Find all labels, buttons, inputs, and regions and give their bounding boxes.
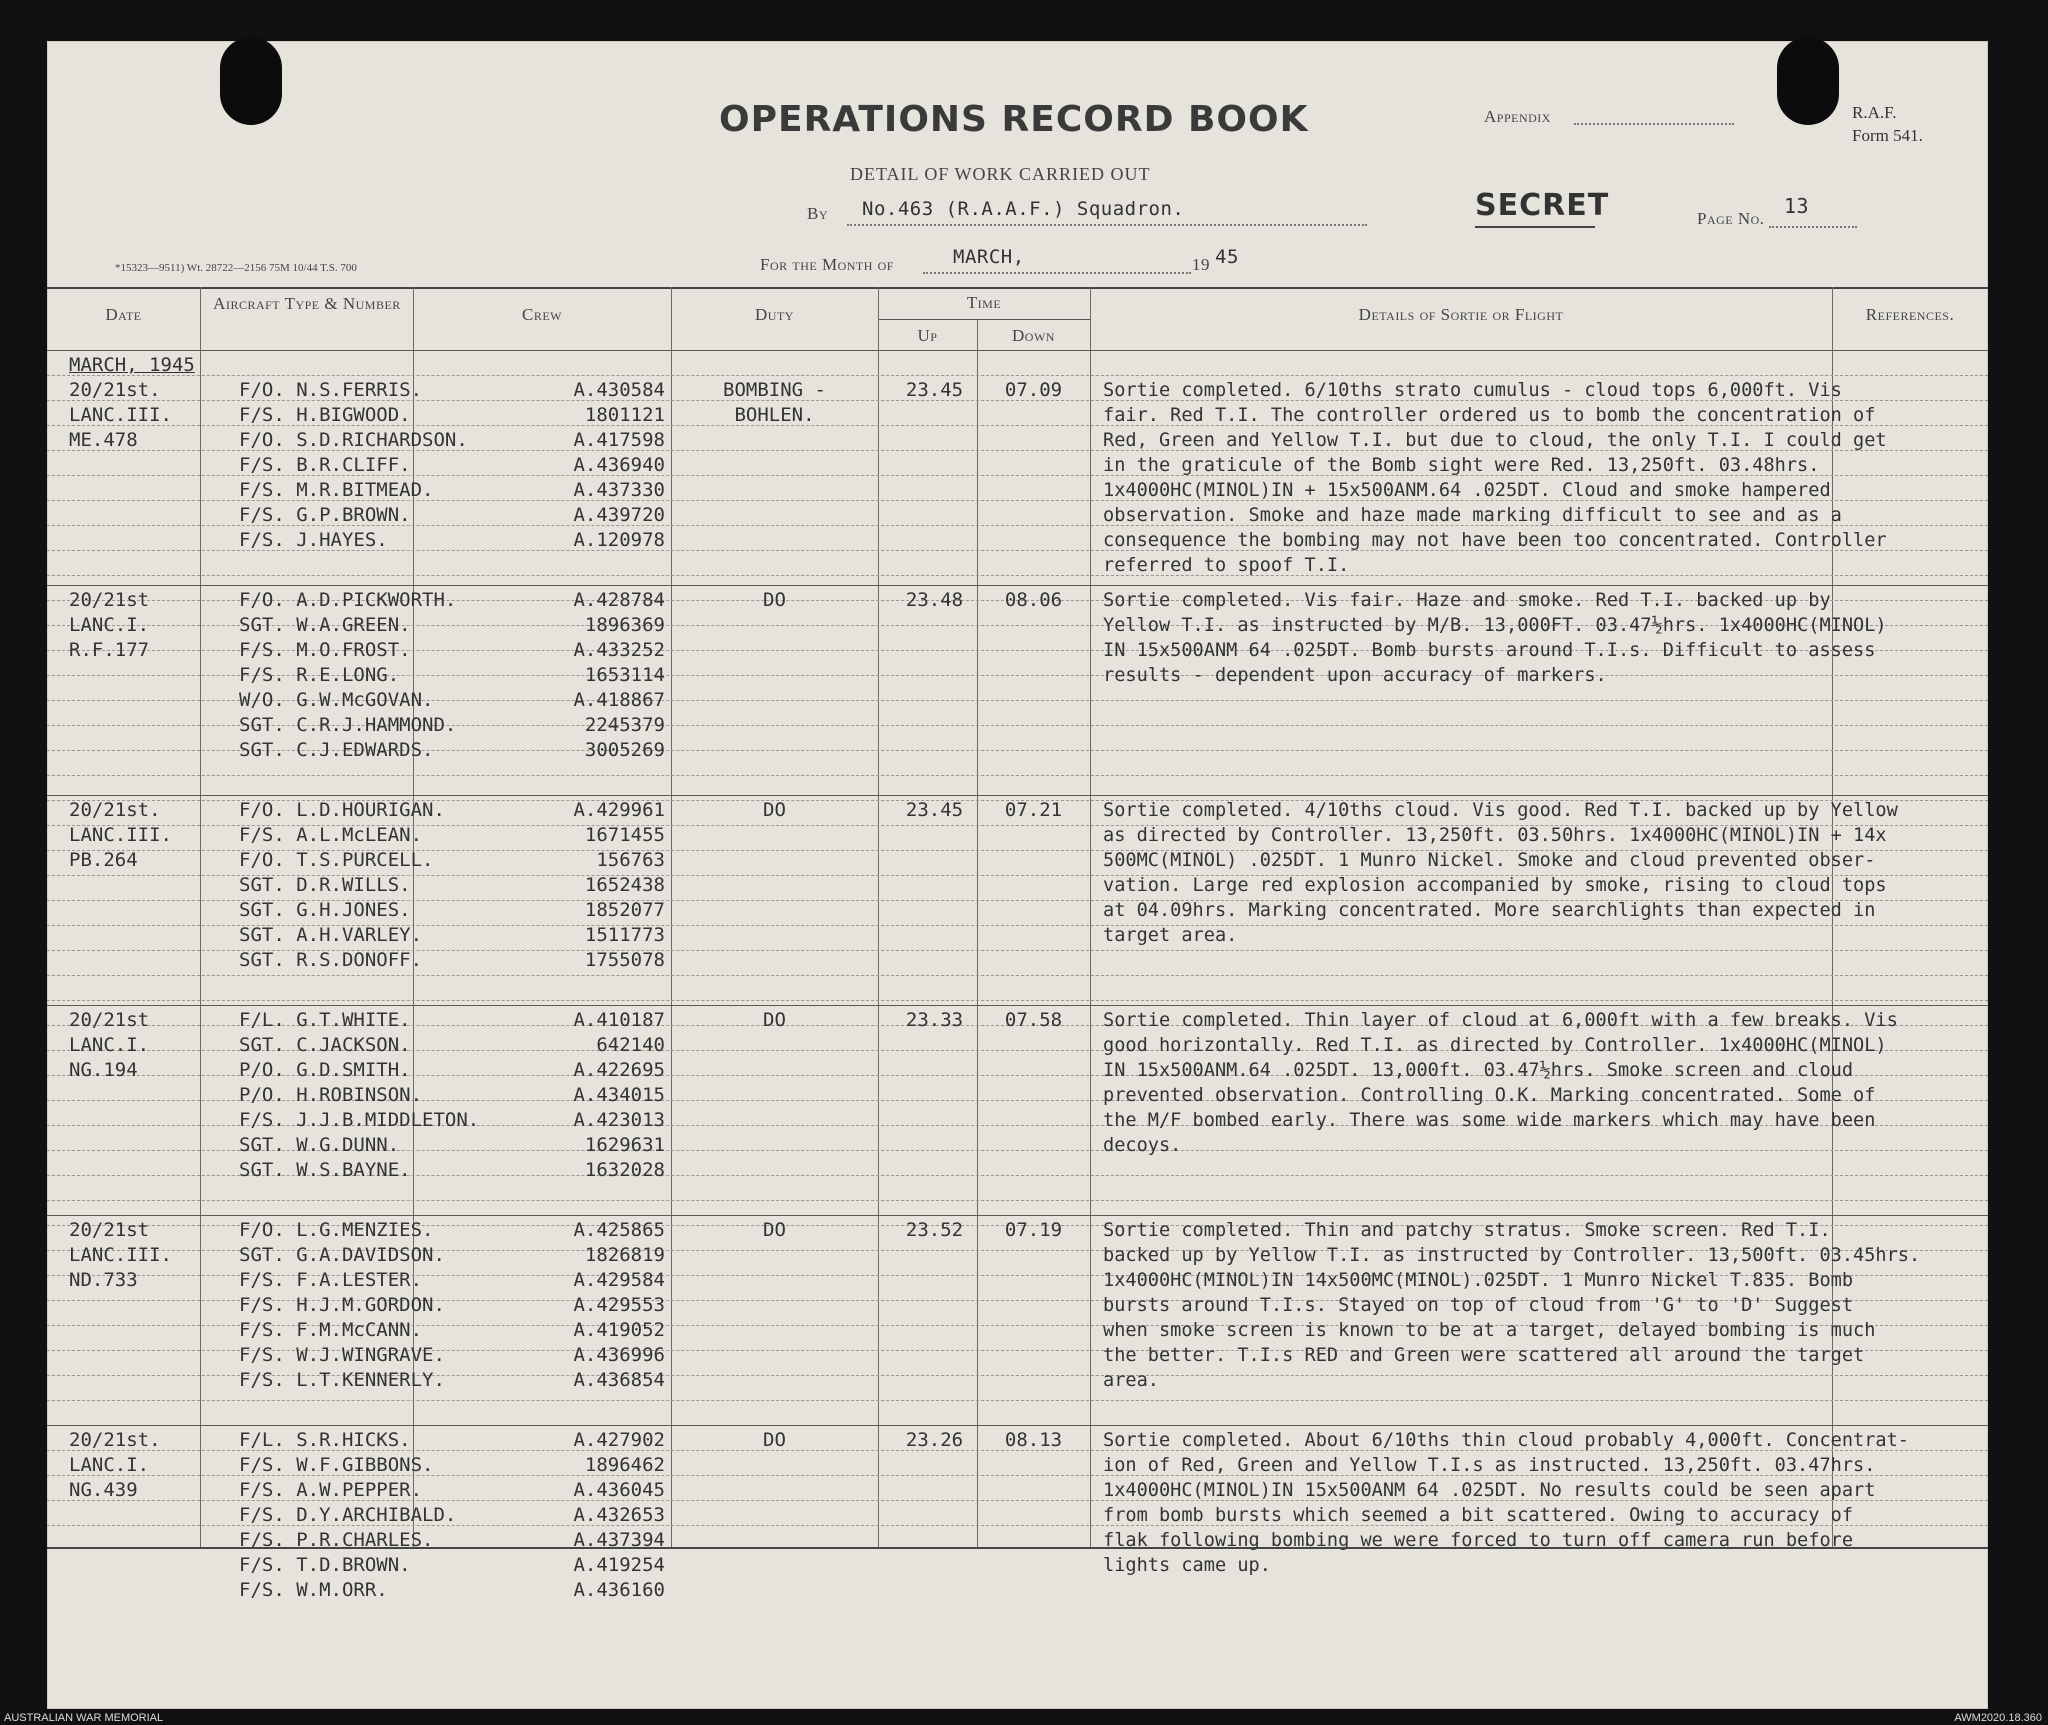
crew-name: F/S. F.A.LESTER. <box>239 1269 423 1291</box>
sortie-detail-line: in the graticule of the Bomb sight were Red. 13,250ft. 03.48hrs. <box>1103 455 1820 476</box>
sortie-date: 20/21st. <box>69 799 161 821</box>
crew-service-number: A.429553 <box>573 1294 665 1316</box>
col-header-time: Time <box>966 293 1002 312</box>
crew-name: SGT. C.JACKSON. <box>239 1034 411 1056</box>
time-down: 08.13 <box>1004 1429 1063 1451</box>
crew-name: SGT. G.A.DAVIDSON. <box>239 1244 445 1266</box>
sortie-detail-line: IN 15x500ANM.64 .025DT. 13,000ft. 03.47½hrs. Smoke screen and cloud <box>1103 1060 1854 1081</box>
crew-name: F/S. F.M.McCANN. <box>239 1319 423 1341</box>
by-label: By <box>807 204 829 223</box>
crew-name: F/S. J.HAYES. <box>239 529 388 551</box>
col-divider-5 <box>977 319 978 1547</box>
crew-name: SGT. W.A.GREEN. <box>239 614 411 636</box>
crew-service-number: A.437394 <box>573 1529 665 1551</box>
crew-service-number: 1653114 <box>584 664 665 686</box>
col-header-duty: Duty <box>755 305 794 324</box>
crew-service-number: 1852077 <box>584 899 665 921</box>
sortie-detail-line: consequence the bombing may not have been too concentrated. Controller <box>1103 530 1887 551</box>
sortie-detail-line: Red, Green and Yellow T.I. but due to cloud, the only T.I. I could get <box>1103 430 1887 451</box>
binder-hole-left <box>220 37 282 125</box>
ruled-line <box>47 1000 1988 1001</box>
crew-service-number: A.417598 <box>573 429 665 451</box>
sortie-detail-line: results - dependent upon accuracy of markers. <box>1103 665 1607 686</box>
col-divider-6 <box>1090 287 1091 1547</box>
crew-name: F/S. H.BIGWOOD. <box>239 404 411 426</box>
page-title: OPERATIONS RECORD BOOK <box>719 99 1309 140</box>
duty: DO <box>763 589 786 611</box>
crew-service-number: 2245379 <box>584 714 665 736</box>
crew-service-number: A.419052 <box>573 1319 665 1341</box>
crew-name: SGT. C.R.J.HAMMOND. <box>239 714 457 736</box>
col-header-up: Up <box>917 326 938 345</box>
crew-name: F/S. W.F.GIBBONS. <box>239 1454 434 1476</box>
crew-service-number: 1826819 <box>584 1244 665 1266</box>
time-up: 23.48 <box>905 589 964 611</box>
crew-name: F/S. M.O.FROST. <box>239 639 411 661</box>
sortie-detail-line: Sortie completed. 4/10ths cloud. Vis good. Red T.I. backed up by Yellow <box>1103 800 1898 821</box>
table-bottom-rule <box>47 1547 1988 1549</box>
crew-service-number: A.432653 <box>573 1504 665 1526</box>
crew-service-number: A.429961 <box>573 799 665 821</box>
time-down: 07.58 <box>1004 1009 1063 1031</box>
time-down: 07.19 <box>1004 1219 1063 1241</box>
time-up: 23.33 <box>905 1009 964 1031</box>
crew-name: F/S. B.R.CLIFF. <box>239 454 411 476</box>
footer-left: AUSTRALIAN WAR MEMORIAL <box>4 1712 164 1724</box>
crew-name: SGT. C.J.EDWARDS. <box>239 739 434 761</box>
crew-name: P/O. G.D.SMITH. <box>239 1059 411 1081</box>
time-up: 23.26 <box>905 1429 964 1451</box>
crew-service-number: A.427902 <box>573 1429 665 1451</box>
crew-name: SGT. R.S.DONOFF. <box>239 949 423 971</box>
crew-service-number: A.434015 <box>573 1084 665 1106</box>
sortie-detail-line: decoys. <box>1103 1135 1182 1156</box>
crew-name: F/L. G.T.WHITE. <box>239 1009 411 1031</box>
aircraft-number: ND.733 <box>69 1269 138 1291</box>
col-divider-4 <box>878 287 879 1547</box>
sortie-detail-line: from bomb bursts which seemed a bit scattered. Owing to accuracy of <box>1103 1505 1854 1526</box>
appendix-line <box>1574 123 1734 125</box>
crew-name: F/S. H.J.M.GORDON. <box>239 1294 445 1316</box>
sortie-detail-line: backed up by Yellow T.I. as instructed by Controller. 13,500ft. 03.45hrs. <box>1103 1245 1921 1266</box>
sortie-detail-line: observation. Smoke and haze made marking difficult to see and as a <box>1103 505 1842 526</box>
crew-service-number: A.429584 <box>573 1269 665 1291</box>
col-header-details: Details of Sortie or Flight <box>1358 305 1564 324</box>
sortie-detail-line: prevented observation. Controlling O.K. Marking concentrated. Some of <box>1103 1085 1876 1106</box>
crew-service-number: A.430584 <box>573 379 665 401</box>
col-header-aircraft: Aircraft Type & Number <box>213 294 401 313</box>
crew-service-number: A.428784 <box>573 589 665 611</box>
crew-service-number: A.436996 <box>573 1344 665 1366</box>
time-up: 23.52 <box>905 1219 964 1241</box>
crew-name: F/S. J.J.B.MIDDLETON. <box>239 1109 480 1131</box>
sortie-detail-line: as directed by Controller. 13,250ft. 03.50hrs. 1x4000HC(MINOL)IN + 14x <box>1103 825 1887 846</box>
crew-service-number: A.418867 <box>573 689 665 711</box>
crew-name: F/O. T.S.PURCELL. <box>239 849 434 871</box>
time-split-rule <box>878 319 1090 320</box>
sortie-detail-line: bursts around T.I.s. Stayed on top of cloud from 'G' to 'D' Suggest <box>1103 1295 1854 1316</box>
crew-name: SGT. W.G.DUNN. <box>239 1134 400 1156</box>
sortie-detail-line: 500MC(MINOL) .025DT. 1 Munro Nickel. Smoke and cloud prevented obser- <box>1103 850 1876 871</box>
crew-name: F/S. M.R.BITMEAD. <box>239 479 434 501</box>
time-down: 08.06 <box>1004 589 1063 611</box>
crew-name: F/S. A.W.PEPPER. <box>239 1479 423 1501</box>
aircraft-number: ME.478 <box>69 429 138 451</box>
sortie-detail-line: flak following bombing we were forced to turn off camera run before <box>1103 1530 1854 1551</box>
sortie-detail-line: at 04.09hrs. Marking concentrated. More searchlights than expected in <box>1103 900 1876 921</box>
sortie-detail-line: good horizontally. Red T.I. as directed by Controller. 1x4000HC(MINOL) <box>1103 1035 1887 1056</box>
month-line <box>923 272 1191 274</box>
aircraft-number: NG.194 <box>69 1059 138 1081</box>
crew-name: P/O. H.ROBINSON. <box>239 1084 423 1106</box>
sortie-separator <box>47 585 1988 586</box>
ruled-line <box>47 375 1988 376</box>
ruled-line <box>47 975 1988 976</box>
duty: DO <box>763 799 786 821</box>
time-down: 07.09 <box>1004 379 1063 401</box>
crew-name: F/S. T.D.BROWN. <box>239 1554 411 1576</box>
duty: DO <box>763 1009 786 1031</box>
crew-service-number: 3005269 <box>584 739 665 761</box>
aircraft-number: R.F.177 <box>69 639 150 661</box>
crew-service-number: 642140 <box>596 1034 665 1056</box>
month-label: For the Month of <box>760 255 894 274</box>
month-heading: MARCH, 1945 <box>69 354 195 376</box>
aircraft-type: LANC.I. <box>69 1454 150 1476</box>
sortie-separator <box>47 1215 1988 1216</box>
sortie-detail-line: Sortie completed. Thin and patchy stratus. Smoke screen. Red T.I. <box>1103 1220 1831 1241</box>
crew-service-number: A.436045 <box>573 1479 665 1501</box>
sortie-separator <box>47 1425 1988 1426</box>
crew-service-number: A.422695 <box>573 1059 665 1081</box>
page-number: 13 <box>1784 194 1810 218</box>
print-code: *15323—9511) Wt. 28722—2156 75M 10/44 T.S. 700 <box>115 262 357 274</box>
sortie-detail-line: vation. Large red explosion accompanied by smoke, rising to cloud tops <box>1103 875 1887 896</box>
crew-name: F/S. D.Y.ARCHIBALD. <box>239 1504 457 1526</box>
sortie-detail-line: Sortie completed. Vis fair. Haze and smoke. Red T.I. backed up by <box>1103 590 1831 611</box>
sortie-detail-line: the M/F bombed early. There was some wide markers which may have been <box>1103 1110 1876 1131</box>
sortie-detail-line: area. <box>1103 1370 1159 1391</box>
squadron-name: No.463 (R.A.A.F.) Squadron. <box>862 198 1185 220</box>
sortie-detail-line: fair. Red T.I. The controller ordered us to bomb the concentration of <box>1103 405 1876 426</box>
crew-service-number: A.439720 <box>573 504 665 526</box>
crew-service-number: 1801121 <box>584 404 665 426</box>
sortie-date: 20/21st <box>69 1219 150 1241</box>
sortie-detail-line: target area. <box>1103 925 1238 946</box>
subtitle: DETAIL OF WORK CARRIED OUT <box>850 164 1151 184</box>
crew-service-number: A.423013 <box>573 1109 665 1131</box>
crew-name: F/S. R.E.LONG. <box>239 664 400 686</box>
time-up: 23.45 <box>905 799 964 821</box>
duty: DO <box>763 1429 786 1451</box>
binder-hole-right <box>1777 37 1839 125</box>
crew-service-number: 1755078 <box>584 949 665 971</box>
crew-name: F/S. W.J.WINGRAVE. <box>239 1344 445 1366</box>
crew-service-number: A.437330 <box>573 479 665 501</box>
crew-service-number: 1629631 <box>584 1134 665 1156</box>
appendix-label: Appendix <box>1484 107 1551 126</box>
sortie-detail-line: ion of Red, Green and Yellow T.I.s as instructed. 13,250ft. 03.47hrs. <box>1103 1455 1876 1476</box>
col-divider-3 <box>671 287 672 1547</box>
crew-name: F/S. G.P.BROWN. <box>239 504 411 526</box>
crew-service-number: A.419254 <box>573 1554 665 1576</box>
ruled-line <box>47 775 1988 776</box>
col-divider-1 <box>200 287 201 1547</box>
crew-name: F/S. L.T.KENNERLY. <box>239 1369 445 1391</box>
sortie-detail-line: Sortie completed. 6/10ths strato cumulus - cloud tops 6,000ft. Vis <box>1103 380 1842 401</box>
sortie-detail-line: lights came up. <box>1103 1555 1271 1576</box>
crew-name: SGT. D.R.WILLS. <box>239 874 411 896</box>
ruled-line <box>47 575 1988 576</box>
aircraft-type: LANC.I. <box>69 614 150 636</box>
crew-service-number: A.433252 <box>573 639 665 661</box>
crew-name: SGT. G.H.JONES. <box>239 899 411 921</box>
sortie-detail-line: Sortie completed. Thin layer of cloud at 6,000ft with a few breaks. Vis <box>1103 1010 1898 1031</box>
crew-service-number: 1896369 <box>584 614 665 636</box>
sortie-detail-line: IN 15x500ANM 64 .025DT. Bomb bursts around T.I.s. Difficult to assess <box>1103 640 1876 661</box>
sortie-detail-line: referred to spoof T.I. <box>1103 555 1350 576</box>
crew-name: SGT. A.H.VARLEY. <box>239 924 423 946</box>
page-no-label: Page No. <box>1697 209 1765 228</box>
crew-service-number: A.436160 <box>573 1579 665 1601</box>
year-suffix: 45 <box>1215 246 1239 268</box>
sortie-detail-line: Sortie completed. About 6/10ths thin cloud probably 4,000ft. Concentrat- <box>1103 1430 1909 1451</box>
crew-service-number: A.410187 <box>573 1009 665 1031</box>
col-header-down: Down <box>1012 326 1055 345</box>
sortie-separator <box>47 795 1988 796</box>
classification-underline <box>1475 226 1595 228</box>
crew-service-number: 1511773 <box>584 924 665 946</box>
ruled-line <box>47 1400 1988 1401</box>
year-prefix: 19 <box>1192 255 1210 274</box>
sortie-separator <box>47 1005 1988 1006</box>
sortie-detail-line: Yellow T.I. as instructed by M/B. 13,000FT. 03.47½hrs. 1x4000HC(MINOL) <box>1103 615 1887 636</box>
time-up: 23.45 <box>905 379 964 401</box>
sortie-date: 20/21st <box>69 589 150 611</box>
sortie-detail-line: when smoke screen is known to be at a target, delayed bombing is much <box>1103 1320 1876 1341</box>
crew-name: F/O. N.S.FERRIS. <box>239 379 423 401</box>
aircraft-type: LANC.III. <box>69 824 172 846</box>
crew-name: F/O. A.D.PICKWORTH. <box>239 589 457 611</box>
record-sheet <box>47 41 1988 1709</box>
crew-name: F/S. W.M.ORR. <box>239 1579 388 1601</box>
crew-service-number: 1896462 <box>584 1454 665 1476</box>
sortie-date: 20/21st. <box>69 1429 161 1451</box>
col-header-references: References. <box>1865 305 1955 324</box>
crew-name: F/S. A.L.McLEAN. <box>239 824 423 846</box>
sortie-detail-line: the better. T.I.s RED and Green were scattered all around the target <box>1103 1345 1865 1366</box>
table-header-rule <box>47 350 1988 351</box>
duty: BOHLEN. <box>734 404 815 426</box>
month-value: MARCH, <box>953 246 1025 268</box>
aircraft-type: LANC.I. <box>69 1034 150 1056</box>
crew-service-number: 1671455 <box>584 824 665 846</box>
crew-service-number: A.425865 <box>573 1219 665 1241</box>
page-no-line <box>1769 226 1857 228</box>
crew-service-number: A.436854 <box>573 1369 665 1391</box>
duty: DO <box>763 1219 786 1241</box>
crew-name: F/O. L.G.MENZIES. <box>239 1219 434 1241</box>
crew-name: F/O. L.D.HOURIGAN. <box>239 799 445 821</box>
sortie-detail-line: 1x4000HC(MINOL)IN + 15x500ANM.64 .025DT. Cloud and smoke hampered <box>1103 480 1831 501</box>
crew-service-number: 1652438 <box>584 874 665 896</box>
crew-name: F/S. P.R.CHARLES. <box>239 1529 434 1551</box>
table-top-rule <box>47 287 1988 289</box>
sortie-date: 20/21st <box>69 1009 150 1031</box>
col-header-crew: Crew <box>522 305 562 324</box>
form-line2: Form 541. <box>1852 126 1923 145</box>
form-line1: R.A.F. <box>1852 103 1897 122</box>
ruled-line <box>47 1200 1988 1201</box>
duty: BOMBING - <box>723 379 826 401</box>
crew-name: F/L. S.R.HICKS. <box>239 1429 411 1451</box>
footer-right: AWM2020.18.360 <box>1954 1712 2042 1724</box>
aircraft-number: NG.439 <box>69 1479 138 1501</box>
aircraft-number: PB.264 <box>69 849 138 871</box>
classification-stamp: SECRET <box>1475 188 1610 223</box>
crew-name: SGT. W.S.BAYNE. <box>239 1159 411 1181</box>
aircraft-type: LANC.III. <box>69 1244 172 1266</box>
aircraft-type: LANC.III. <box>69 404 172 426</box>
by-line <box>847 224 1367 226</box>
crew-service-number: A.436940 <box>573 454 665 476</box>
crew-name: W/O. G.W.McGOVAN. <box>239 689 434 711</box>
time-down: 07.21 <box>1004 799 1063 821</box>
col-header-date: Date <box>105 305 142 324</box>
sortie-date: 20/21st. <box>69 379 161 401</box>
crew-service-number: 1632028 <box>584 1159 665 1181</box>
crew-service-number: A.120978 <box>573 529 665 551</box>
crew-service-number: 156763 <box>596 849 665 871</box>
crew-name: F/O. S.D.RICHARDSON. <box>239 429 468 451</box>
sortie-detail-line: 1x4000HC(MINOL)IN 14x500MC(MINOL).025DT. 1 Munro Nickel T.835. Bomb <box>1103 1270 1854 1291</box>
sortie-detail-line: 1x4000HC(MINOL)IN 15x500ANM 64 .025DT. No results could be seen apart <box>1103 1480 1876 1501</box>
